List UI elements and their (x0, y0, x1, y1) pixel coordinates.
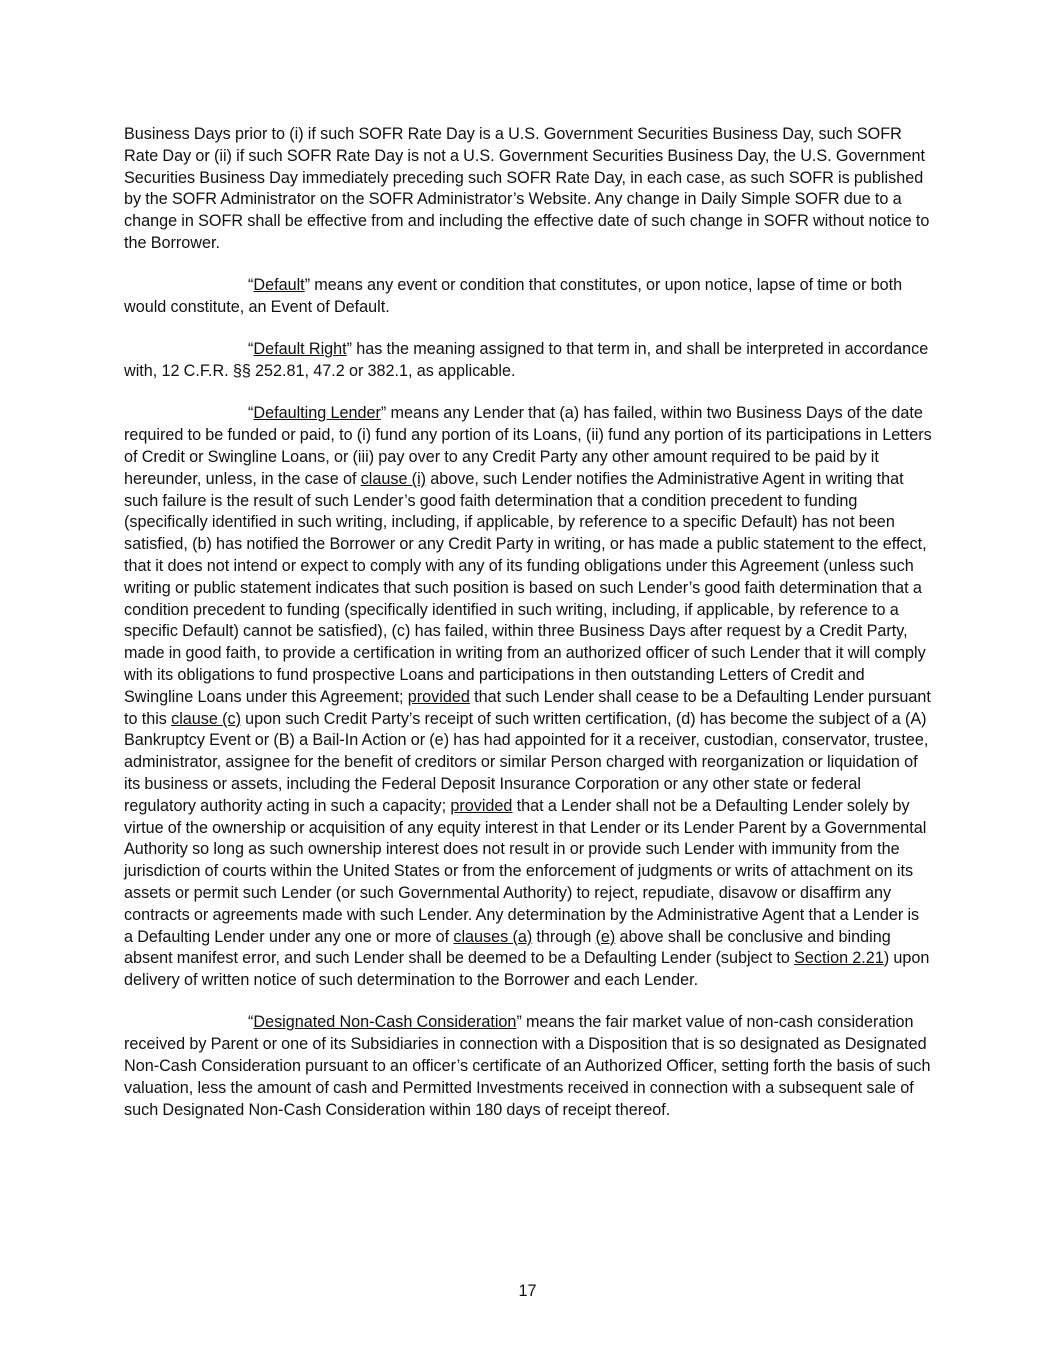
open-quote: “ (248, 340, 254, 359)
cross-reference-clause-e: (e) (595, 927, 616, 946)
cross-reference-clause-i: clause (i) (360, 469, 427, 488)
paragraph-sofr-continuation: Business Days prior to (i) if such SOFR Rate Day is a U.S. Government Securities Business Day, such SOFR Rate Day or (ii) if such SOFR Rate Day is not a U.S. Government Securities Business Day, the U.S. Government Securities Business Day immediately preceding such SOFR Rate Day, in each case, as such SOFR is published by the SOFR Administrator on the SOFR Administrator’s Website. Any change in Daily Simple SOFR due to a change in SOFR shall be effective from and including the effective date of such change in SOFR without notice to the Borrower. (124, 125, 930, 252)
definition-body: means the fair market value of non-cash consideration received by Parent or one of its Subsidiaries in connection with a Disposition that is so designated as Designated Non-Cash Consideration pursuant to an officer’s certificate of an Authorized Officer, setting forth the basis of such valuation, less the amount of cash and Permitted Investments received in connection with a subsequent sale of such Designated Non-Cash Consideration within 180 days of receipt thereof. (124, 1013, 931, 1119)
proviso-provided: provided (450, 796, 513, 815)
close-quote: ” (516, 1013, 522, 1032)
defined-term-designated-non-cash-consideration: Designated Non-Cash Consideration (253, 1013, 517, 1032)
definition-body-part: upon such Credit Party’s receipt of such written certification, (d) has become the subject of a (A) Bankruptcy Event or (B) a Bail-In Action or (e) has had appointed for it a receiver, custodian, conservator, trustee, administrator, assignee for the benefit of creditors or similar Person charged with reorganization or liquidation of its business or assets, including the Federal Deposit Insurance Corporation or any other state or federal regulatory authority acting in such a capacity; (124, 709, 929, 815)
definition-designated-non-cash-consideration (124, 1012, 932, 1121)
close-quote: ” (380, 404, 387, 423)
definition-body-part: that such Lender shall cease to be a Defaulting Lender pursuant to this (124, 687, 931, 728)
definition-defaulting-lender (124, 403, 932, 992)
definition-body-part: that a Lender shall not be a Defaulting Lender solely by virtue of the ownership or acquisition of any equity interest in that Lender or its Lender Parent by a Governmental Authority so long as such ownership interest does not result in or provide such Lender with immunity from the jurisdiction of courts within the United States or from the enforcement of judgments or writs of attachment on its assets or permit such Lender (or such Governmental Authority) to reject, repudiate, disavow or disaffirm any contracts or agreements made with such Lender. Any determination by the Administrative Agent that a Lender is a Defaulting Lender under any one or more of (124, 796, 927, 946)
definition-body-part: above, such Lender notifies the Administrative Agent in writing that such failure is the result of such Lender’s good faith determination that a condition precedent to funding (specifically identified in such writing, including, if applicable, by reference to a specific Default) has not been satisfied, (b) has notified the Borrower or any Credit Party in writing, or has made a public statement to the effect, that it does not intend or expect to comply with any of its funding obligations under this Agreement (unless such writing or public statement indicates that such position is based on such Lender’s good faith determination that a condition precedent to funding (specifically identified in such writing, including, if applicable, by reference to a specific Default) cannot be satisfied), (c) has failed, within three Business Days after request by a Credit Party, made in good faith, to provide a certification in writing from an authorized officer of such Lender that it will comply with its obligations to fund prospective Loans and participations in then outstanding Letters of Credit and Swingline Loans under this Agreement; (124, 469, 927, 706)
definition-body: has the meaning assigned to that term in, and shall be interpreted in accordance with, 12 C.F.R. §§ 252.81, 47.2 or 382.1, as applicable. (124, 340, 929, 381)
cross-reference-clause-c: clause (c) (171, 709, 241, 728)
close-quote: ” (304, 276, 311, 295)
definition-default (124, 275, 932, 319)
page-number: 17 (518, 1282, 537, 1300)
defined-term-default: Default (253, 276, 305, 295)
cross-reference-clauses-a: clauses (a) (453, 927, 533, 946)
definition-body-part: above shall be conclusive and binding absent manifest error, and such Lender shall be deemed to be a Defaulting Lender (subject to (124, 927, 891, 968)
open-quote: “ (248, 276, 254, 295)
definition-body-part: through (532, 927, 596, 946)
definition-default-right (124, 339, 932, 383)
definition-body-part: means any Lender that (a) has failed, within two Business Days of the date required to be funded or paid, to (i) fund any portion of its Loans, (ii) fund any portion of its participations in Letters of Credit or Swingline Loans, or (iii) pay over to any Credit Party any other amount required to be paid by it hereunder, unless, in the case of (124, 404, 932, 488)
definition-body-part: ) upon delivery of written notice of such determination to the Borrower and each Lender. (124, 949, 930, 990)
close-quote: ” (346, 340, 353, 359)
cross-reference-section-2-21: Section 2.21 (794, 949, 884, 968)
open-quote: “ (248, 1013, 254, 1032)
defined-term-defaulting-lender: Defaulting Lender (253, 404, 381, 423)
defined-term-default-right: Default Right (253, 340, 347, 359)
definition-body: means any event or condition that constitutes, or upon notice, lapse of time or both would constitute, an Event of Default. (124, 276, 903, 317)
document-page (124, 124, 932, 1142)
open-quote: “ (248, 404, 254, 423)
proviso-provided: provided (407, 687, 470, 706)
